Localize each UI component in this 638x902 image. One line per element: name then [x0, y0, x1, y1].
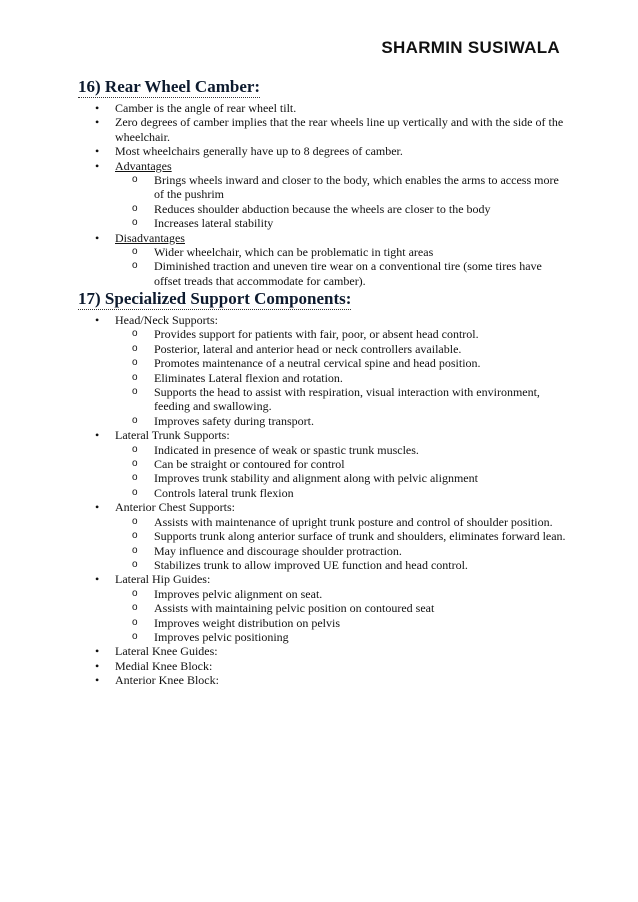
sub-list-item: o Stabilizes trunk to allow improved UE function and head control. [115, 558, 568, 572]
sub-list-item: o Supports trunk along anterior surface of trunk and shoulders, eliminates forward lean. [115, 529, 568, 543]
sub-list [115, 327, 568, 428]
sub-list-item: o Improves weight distribution on pelvis [115, 616, 568, 630]
sub-list [115, 443, 568, 501]
sub-list-item: o Can be straight or contoured for control [115, 457, 568, 471]
list-item [78, 644, 568, 658]
sub-list-item: o Assists with maintenance of upright trunk posture and control of shoulder position. [115, 515, 568, 529]
sub-list-item: o Brings wheels inward and closer to the body, which enables the arms to access more of the pushrim [115, 173, 568, 202]
author-header: SHARMIN SUSIWALA [381, 38, 560, 57]
sub-list-item: o Indicated in presence of weak or spastic trunk muscles. [115, 443, 568, 457]
sub-list-item: o Diminished traction and uneven tire wear on a conventional tire (some tires have offset treads that accommodate for camber). [115, 259, 568, 288]
list-item [78, 673, 568, 687]
sub-list-item: o Controls lateral trunk flexion [115, 486, 568, 500]
sub-list [115, 515, 568, 573]
sub-list-item: o Posterior, lateral and anterior head or neck controllers available. [115, 342, 568, 356]
sub-list-item: o Eliminates Lateral flexion and rotation. [115, 371, 568, 385]
sub-list-item: o Assists with maintaining pelvic position on contoured seat [115, 601, 568, 615]
bullet-list [78, 101, 568, 288]
sub-list [115, 245, 568, 288]
list-item [78, 313, 568, 428]
section-heading: 16) Rear Wheel Camber: [78, 77, 261, 96]
group-label: Lateral Knee Guides: [115, 644, 218, 659]
list-item-disadvantages [78, 231, 568, 289]
sub-list-item: o Wider wheelchair, which can be problematic in tight areas [115, 245, 568, 259]
sub-list-item: o May influence and discourage shoulder protraction. [115, 544, 568, 558]
sub-list-item: o Provides support for patients with fair, poor, or absent head control. [115, 327, 568, 341]
list-item [78, 659, 568, 673]
group-label: Anterior Chest Supports: [115, 500, 235, 515]
advantages-label: Advantages [115, 158, 172, 173]
sub-list-item: o Reduces shoulder abduction because the wheels are closer to the body [115, 202, 568, 216]
group-label: Anterior Knee Block: [115, 673, 219, 688]
group-label: Head/Neck Supports: [115, 313, 218, 327]
sub-list-item: o Increases lateral stability [115, 216, 568, 230]
sub-list-item: o Improves trunk stability and alignment along with pelvic alignment [115, 471, 568, 485]
sub-list-item: o Supports the head to assist with respiration, visual interaction with environment, feeding and swallowing. [115, 385, 568, 414]
sub-list-item: o Improves safety during transport. [115, 414, 568, 428]
sub-list-item: o Improves pelvic positioning [115, 630, 568, 644]
list-item: • Most wheelchairs generally have up to 8 degrees of camber. [78, 144, 568, 158]
group-label: Lateral Trunk Supports: [115, 428, 230, 443]
sub-list-item: o Promotes maintenance of a neutral cervical spine and head position. [115, 356, 568, 370]
section-rear-wheel-camber [78, 78, 568, 288]
list-item [78, 428, 568, 500]
section-specialized-support-components [78, 290, 568, 688]
section-heading: 17) Specialized Support Components: [78, 289, 352, 308]
sub-list [115, 587, 568, 645]
bullet-list [78, 313, 568, 688]
disadvantages-label: Disadvantages [115, 230, 185, 245]
list-item-advantages [78, 159, 568, 231]
sub-list-item: o Improves pelvic alignment on seat. [115, 587, 568, 601]
sub-list [115, 173, 568, 231]
list-item: • Zero degrees of camber implies that the rear wheels line up vertically and with the side of the wheelchair. [78, 115, 568, 144]
list-item: • Camber is the angle of rear wheel tilt. [78, 101, 568, 115]
group-label: Medial Knee Block: [115, 658, 213, 673]
group-label: Lateral Hip Guides: [115, 572, 211, 587]
list-item [78, 572, 568, 644]
list-item [78, 500, 568, 572]
